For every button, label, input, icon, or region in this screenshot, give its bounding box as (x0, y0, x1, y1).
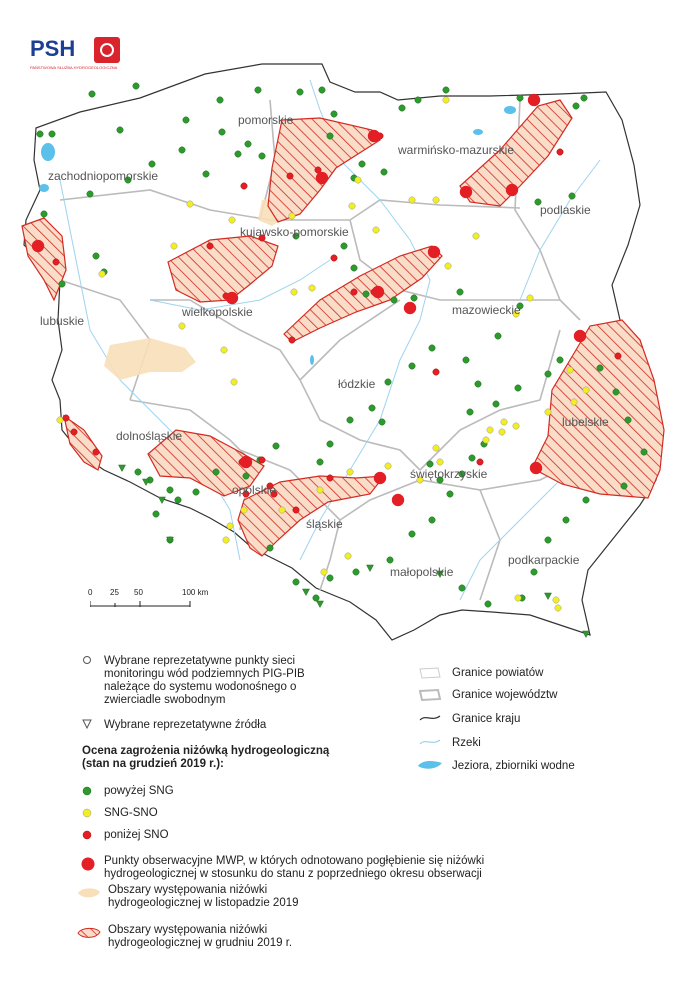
point-above-sng (495, 333, 501, 339)
point-sng-sno (545, 409, 551, 415)
point-sng-sno (473, 233, 479, 239)
point-sng-sno (385, 463, 391, 469)
point-above-sng (167, 487, 173, 493)
region-label-opolskie: opolskie (232, 483, 277, 497)
powiaty-icon (418, 666, 442, 680)
point-above-sng (563, 517, 569, 523)
region-label-podkarpackie: podkarpackie (508, 553, 580, 567)
point-above-sng (573, 103, 579, 109)
point-above-sng (217, 97, 223, 103)
point-sng-sno (583, 387, 589, 393)
point-above-sng (569, 193, 575, 199)
point-above-sng (381, 169, 387, 175)
point-above-sng (347, 417, 353, 423)
point-sng-sno (291, 289, 297, 295)
point-mwp-deepened (530, 462, 542, 474)
region-label-mazowieckie: mazowieckie (452, 303, 521, 317)
point-above-sng (475, 381, 481, 387)
point-above-sng (319, 87, 325, 93)
point-above-sng (429, 345, 435, 351)
logo-subtitle: PAŃSTWOWA SŁUŻBA HYDROGEOLOGICZNA (30, 65, 118, 70)
point-below-sno (327, 475, 333, 481)
point-above-sng (447, 491, 453, 497)
point-sng-sno (289, 213, 295, 219)
point-below-sno (351, 289, 357, 295)
psh-logo (30, 36, 122, 74)
point-above-sng (327, 441, 333, 447)
point-sng-sno (555, 605, 561, 611)
logo-emblem-icon (94, 37, 120, 63)
point-above-sng (213, 469, 219, 475)
point-above-sng (341, 243, 347, 249)
point-sng-sno (345, 553, 351, 559)
point-below-sno (63, 415, 69, 421)
point-above-sng (597, 365, 603, 371)
point-mwp-deepened (226, 292, 238, 304)
point-mwp-deepened (368, 130, 380, 142)
point-above-sng (133, 83, 139, 89)
region-label-wielkopolskie: wielkopolskie (182, 305, 253, 319)
region-label-zachodnio: zachodniopomorskie (48, 169, 159, 183)
point-above-sng (415, 97, 421, 103)
point-below-sno (287, 173, 293, 179)
point-sng-sno (57, 417, 63, 423)
point-above-sng (203, 171, 209, 177)
point-above-sng (245, 141, 251, 147)
legend-nov: Obszary występowania niżówki hydrogeologicznej w listopadzie 2019 (108, 884, 299, 909)
point-mwp-deepened (460, 186, 472, 198)
point-sng-sno (279, 507, 285, 513)
point-sng-sno (433, 445, 439, 451)
point-above-sng (493, 401, 499, 407)
point-below-sno (477, 459, 483, 465)
point-above-sng (59, 281, 65, 287)
legend-springs: Wybrane reprezetatywne źródła (104, 719, 267, 731)
point-sng-sno (317, 487, 323, 493)
wojewodztwa-icon (418, 688, 442, 702)
point-sng-sno (223, 537, 229, 543)
point-above-sng (353, 569, 359, 575)
point-above-sng (517, 95, 523, 101)
point-mwp-deepened (374, 472, 386, 484)
point-above-sng (459, 585, 465, 591)
point-below-sno (293, 507, 299, 513)
point-below-sno (93, 449, 99, 455)
point-above-sng (41, 211, 47, 217)
point-above-sng (117, 127, 123, 133)
above-sng-icon (82, 786, 92, 796)
legend-powiaty: Granice powiatów (452, 667, 544, 679)
point-below-sno (557, 149, 563, 155)
point-above-sng (625, 417, 631, 423)
region-label-slaskie: śląskie (306, 517, 343, 531)
point-mwp-deepened (240, 456, 252, 468)
point-mwp-deepened (428, 246, 440, 258)
region-label-warminsko: warmińsko-mazurskie (398, 143, 515, 157)
november-area-icon (76, 886, 102, 900)
point-mwp-deepened (392, 494, 404, 506)
point-sng-sno (355, 177, 361, 183)
point-sng-sno (513, 423, 519, 429)
point-above-sng (363, 291, 369, 297)
spring-point (303, 589, 310, 596)
scale-bar (88, 588, 248, 616)
legend-kraj: Granice kraju (452, 713, 521, 725)
point-below-sno (241, 183, 247, 189)
point-above-sng (317, 459, 323, 465)
point-above-sng (545, 537, 551, 543)
point-sng-sno (179, 323, 185, 329)
point-mwp-deepened (404, 302, 416, 314)
point-sng-sno (231, 379, 237, 385)
point-sng-sno (347, 469, 353, 475)
point-above-sng (641, 449, 647, 455)
monitoring-point-icon (82, 655, 92, 665)
point-sng-sno (571, 399, 577, 405)
logo-text: PSH (30, 36, 76, 61)
point-above-sng (613, 389, 619, 395)
region-label-lubelskie: lubelskie (562, 415, 609, 429)
point-sng-sno (501, 419, 507, 425)
point-above-sng (583, 497, 589, 503)
lakes-icon (416, 758, 444, 772)
point-sng-sno (349, 203, 355, 209)
scale-tick-0: 0 (88, 588, 93, 597)
point-above-sng (183, 117, 189, 123)
point-above-sng (219, 129, 225, 135)
point-below-sno (71, 429, 77, 435)
point-below-sno (433, 369, 439, 375)
region-label-swietokrzyskie: świętokrzyskie (410, 467, 488, 481)
point-sng-sno (553, 597, 559, 603)
point-above-sng (351, 265, 357, 271)
point-sng-sno (433, 197, 439, 203)
point-above-sng (327, 133, 333, 139)
legend-below: poniżej SNO (104, 829, 169, 841)
point-above-sng (463, 357, 469, 363)
point-below-sno (331, 255, 337, 261)
spring-point (159, 497, 166, 504)
point-above-sng (467, 409, 473, 415)
point-below-sno (53, 259, 59, 265)
point-sng-sno (443, 97, 449, 103)
december-area-icon (76, 926, 102, 940)
legend-mwp: Punkty obserwacyjne MWP, w których odnotowano pogłębienie się niżówki hydrogeologicznej w stosunku do stanu z poprzedniego okresu obserwacji (104, 855, 485, 880)
point-above-sng (255, 87, 261, 93)
point-sng-sno (483, 437, 489, 443)
point-above-sng (429, 517, 435, 523)
point-mwp-deepened (316, 172, 328, 184)
rzeki-icon (418, 736, 442, 748)
point-sng-sno (309, 285, 315, 291)
legend-title-2: (stan na grudzień 2019 r.): (82, 758, 224, 770)
point-below-sno (207, 243, 213, 249)
point-sng-sno (515, 595, 521, 601)
point-sng-sno (527, 295, 533, 301)
legend-jeziora: Jeziora, zbiorniki wodne (452, 760, 575, 772)
point-above-sng (179, 147, 185, 153)
region-label-pomorskie: pomorskie (238, 113, 294, 127)
legend-wojewodztwa: Granice województw (452, 689, 558, 701)
point-above-sng (545, 371, 551, 377)
legend-rzeki: Rzeki (452, 737, 481, 749)
region-label-lubuskie: lubuskie (40, 314, 85, 328)
point-mwp-deepened (372, 286, 384, 298)
region-label-kujawsko: kujawsko-pomorskie (240, 225, 349, 239)
point-above-sng (259, 153, 265, 159)
point-above-sng (37, 131, 43, 137)
point-above-sng (359, 161, 365, 167)
point-above-sng (387, 557, 393, 563)
point-above-sng (409, 531, 415, 537)
point-above-sng (235, 151, 241, 157)
point-above-sng (87, 191, 93, 197)
point-above-sng (293, 579, 299, 585)
legend-above: powyżej SNG (104, 785, 174, 797)
point-above-sng (457, 289, 463, 295)
point-above-sng (621, 483, 627, 489)
kraj-icon (418, 712, 442, 724)
point-mwp-deepened (574, 330, 586, 342)
point-mwp-deepened (506, 184, 518, 196)
point-above-sng (243, 473, 249, 479)
between-icon (82, 808, 92, 818)
region-label-malopolskie: małopolskie (390, 565, 454, 579)
point-above-sng (411, 295, 417, 301)
point-above-sng (385, 379, 391, 385)
point-above-sng (327, 575, 333, 581)
point-above-sng (313, 595, 319, 601)
point-above-sng (557, 357, 563, 363)
point-sng-sno (373, 227, 379, 233)
point-above-sng (267, 545, 273, 551)
point-sng-sno (445, 263, 451, 269)
region-label-podlaskie: podlaskie (540, 203, 591, 217)
point-sng-sno (321, 569, 327, 575)
point-mwp-deepened (32, 240, 44, 252)
point-above-sng (515, 385, 521, 391)
point-above-sng (391, 297, 397, 303)
point-above-sng (379, 419, 385, 425)
point-sng-sno (241, 507, 247, 513)
point-above-sng (135, 469, 141, 475)
region-label-lodzkie: łódzkie (338, 377, 376, 391)
point-above-sng (175, 497, 181, 503)
point-above-sng (331, 111, 337, 117)
point-below-sno (615, 353, 621, 359)
point-above-sng (485, 601, 491, 607)
point-above-sng (581, 95, 587, 101)
legend-between: SNG-SNO (104, 807, 158, 819)
point-above-sng (369, 405, 375, 411)
scale-tick-100: 100 km (182, 588, 209, 597)
point-sng-sno (227, 523, 233, 529)
point-above-sng (93, 253, 99, 259)
legend-title-1: Ocena zagrożenia niżówką hydrogeologiczną (82, 745, 330, 757)
point-sng-sno (221, 347, 227, 353)
scale-tick-25: 25 (110, 588, 119, 597)
point-above-sng (399, 105, 405, 111)
point-sng-sno (171, 243, 177, 249)
legend-dec: Obszary występowania niżówki hydrogeologicznej w grudniu 2019 r. (108, 924, 293, 949)
point-below-sno (259, 457, 265, 463)
point-sng-sno (229, 217, 235, 223)
spring-icon (82, 719, 92, 729)
point-above-sng (89, 91, 95, 97)
point-above-sng (409, 363, 415, 369)
region-label-dolnoslaskie: dolnośląskie (116, 429, 183, 443)
scale-tick-50: 50 (134, 588, 143, 597)
below-sno-icon (82, 830, 92, 840)
point-above-sng (153, 511, 159, 517)
legend (0, 640, 700, 989)
point-sng-sno (499, 429, 505, 435)
point-above-sng (469, 455, 475, 461)
point-above-sng (193, 489, 199, 495)
point-sng-sno (437, 459, 443, 465)
legend-monitoring: Wybrane reprezetatywne punkty sieci monitoringu wód podziemnych PIG-PIB należące do systemu wodonośnego o zwierciadle swobodnym (104, 655, 305, 706)
point-sng-sno (409, 197, 415, 203)
point-above-sng (149, 161, 155, 167)
point-above-sng (273, 443, 279, 449)
point-sng-sno (187, 201, 193, 207)
point-above-sng (443, 87, 449, 93)
point-above-sng (531, 569, 537, 575)
point-sng-sno (99, 271, 105, 277)
point-mwp-deepened (528, 94, 540, 106)
point-below-sno (289, 337, 295, 343)
point-above-sng (49, 131, 55, 137)
mwp-point-icon (80, 856, 96, 872)
point-sng-sno (567, 367, 573, 373)
point-above-sng (297, 89, 303, 95)
spring-point (317, 601, 324, 608)
scale-bar-line (90, 600, 194, 608)
point-sng-sno (487, 427, 493, 433)
